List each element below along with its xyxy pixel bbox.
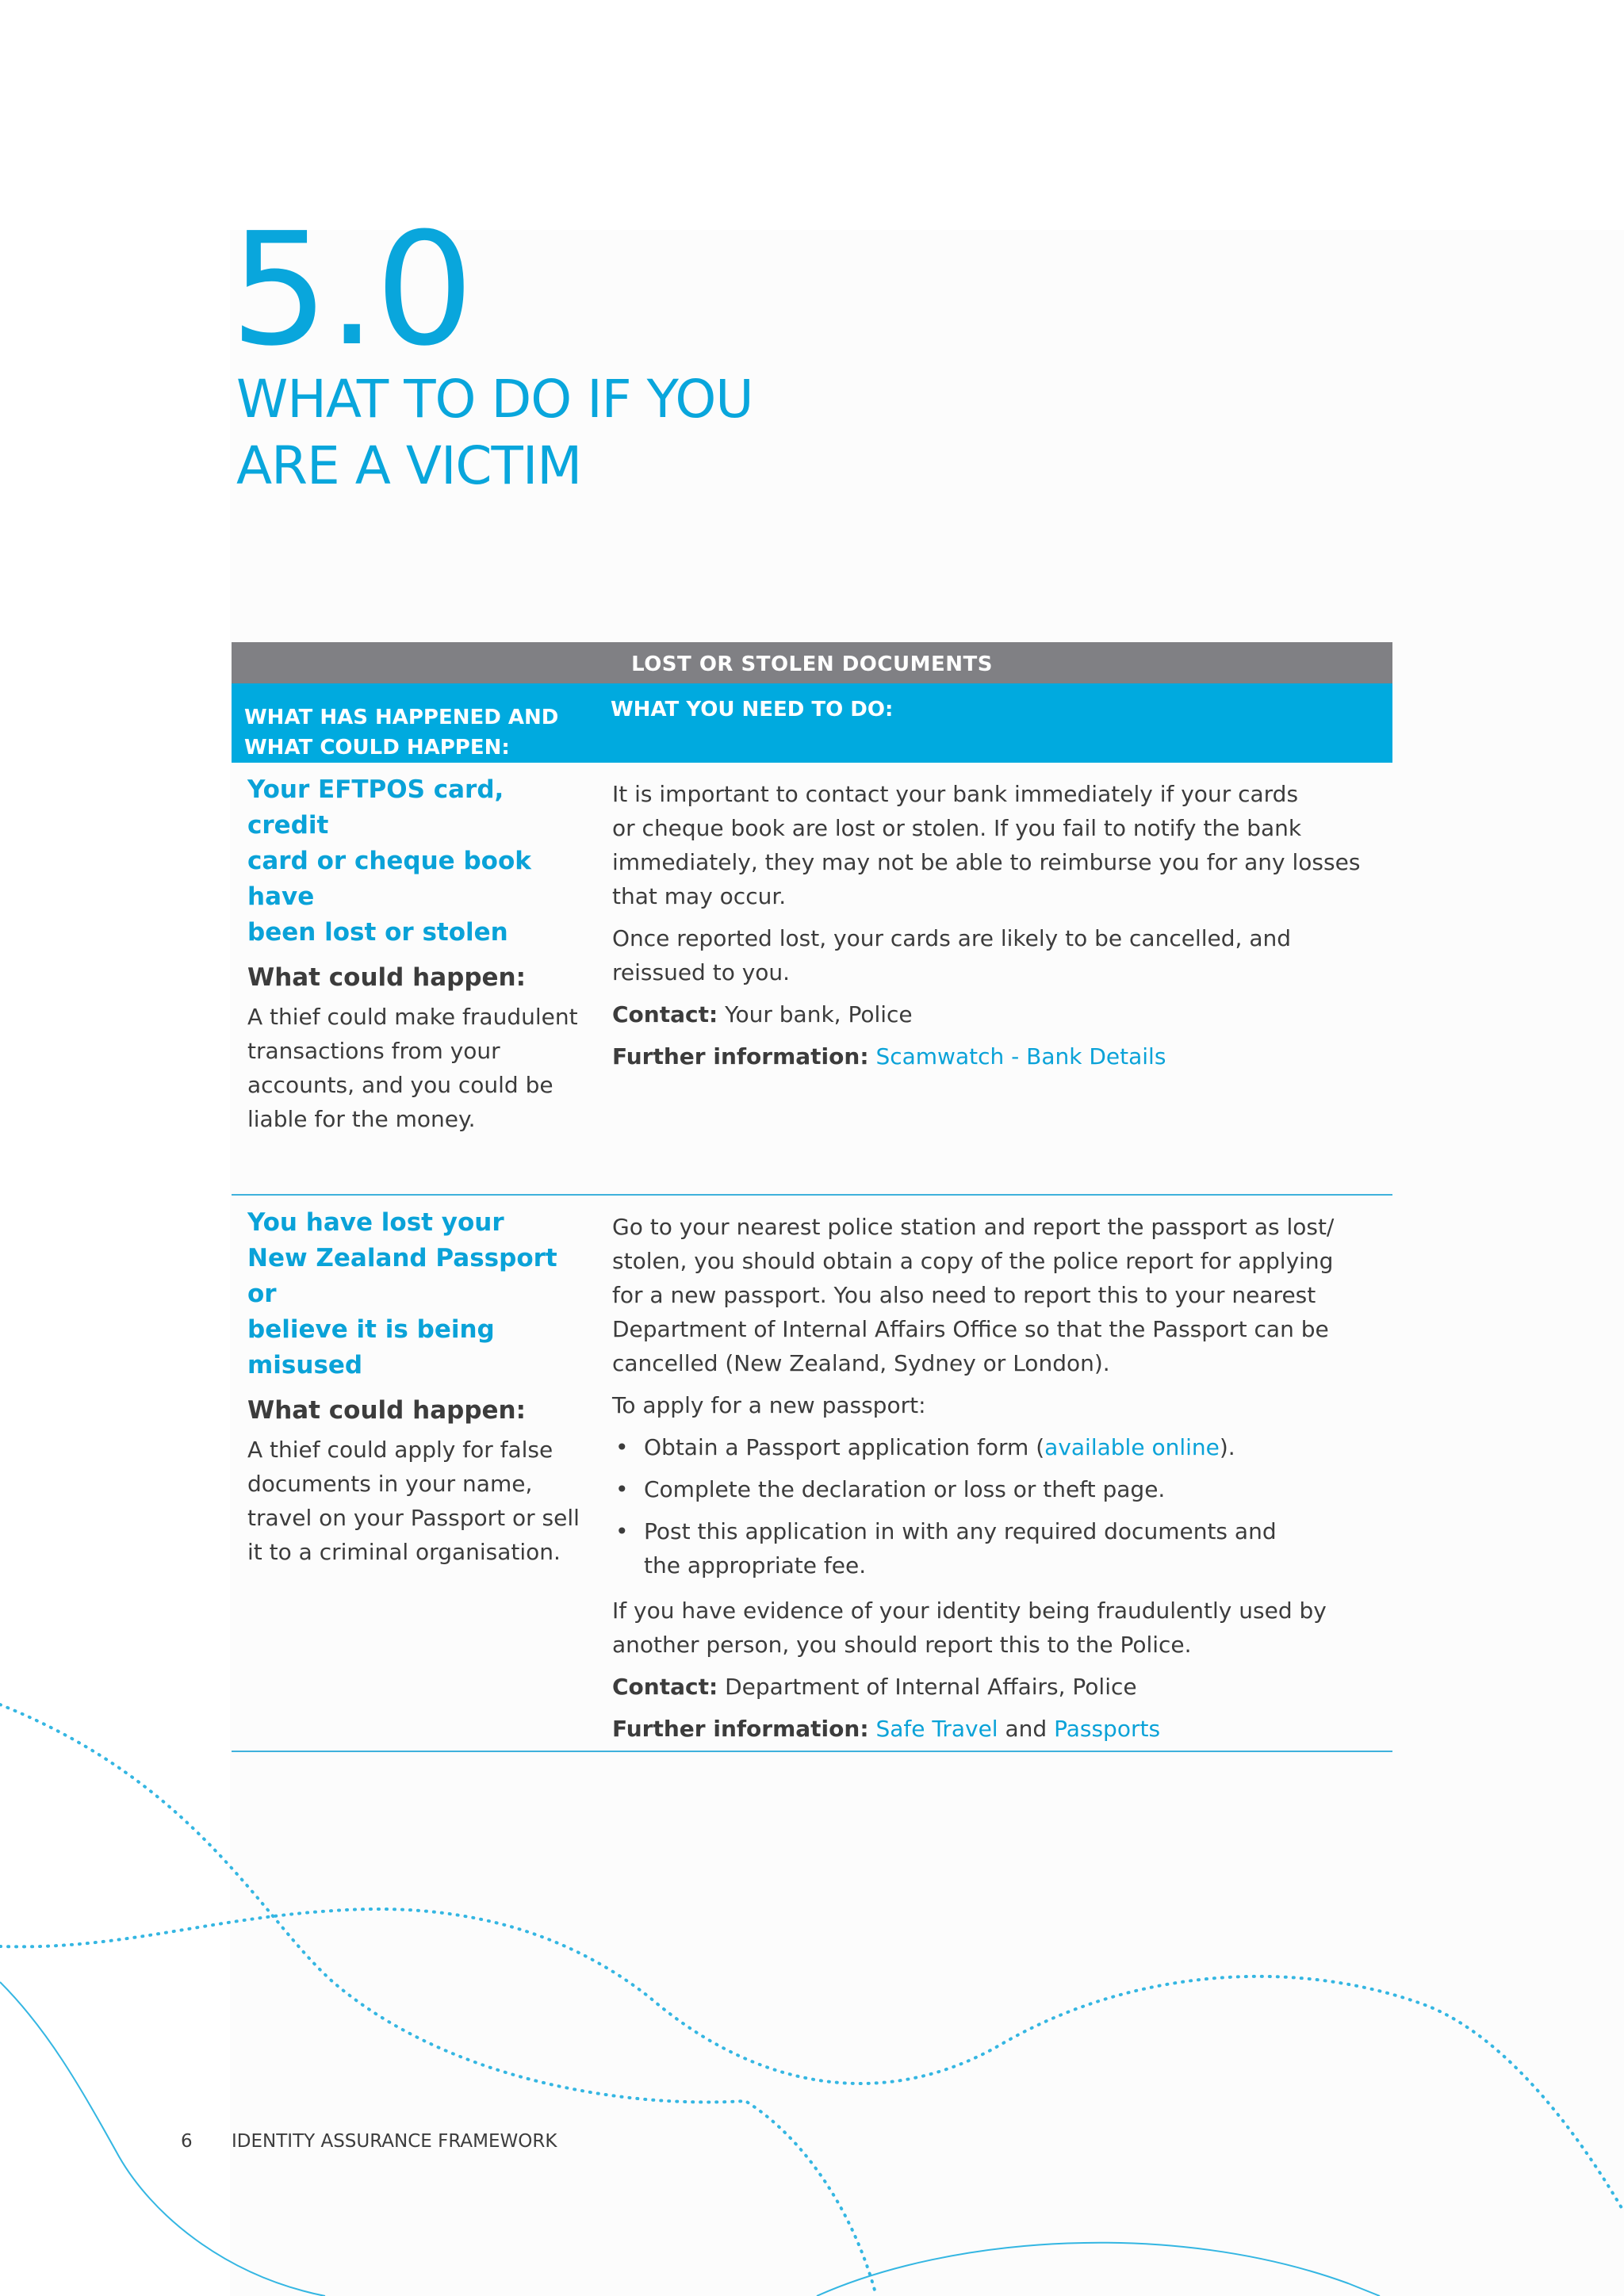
heading-line: card or cheque book have — [247, 847, 531, 911]
action-paragraph — [612, 777, 1373, 913]
what-could-happen-label: What could happen: — [247, 963, 527, 992]
section-title-line: WHAT TO DO IF YOU — [236, 369, 753, 430]
text-line: it to a criminal organisation. — [247, 1539, 561, 1565]
passport-steps-list — [612, 1430, 1373, 1582]
action-cell — [612, 777, 1373, 1081]
further-information-label: Further information: — [612, 1716, 869, 1742]
list-item — [612, 1514, 1373, 1582]
further-information-line — [612, 1039, 1373, 1073]
text-line: Go to your nearest police station and report the passport as lost/ — [612, 1214, 1335, 1240]
text-line: liable for the money. — [247, 1106, 476, 1132]
heading-line: New Zealand Passport or — [247, 1244, 557, 1308]
page-number: 6 — [181, 2131, 193, 2152]
contact-value: Department of Internal Affairs, Police — [725, 1674, 1137, 1700]
text-line: • Post this application in with any required documents and — [644, 1518, 1277, 1544]
text-line: that may occur. — [612, 883, 787, 909]
contact-value: Your bank, Police — [725, 1001, 913, 1027]
text-line: cancelled (New Zealand, Sydney or London). — [612, 1350, 1110, 1376]
action-paragraph: To apply for a new passport: — [612, 1392, 926, 1418]
text-line: documents in your name, — [247, 1471, 533, 1497]
contact-label: Contact: — [612, 1001, 718, 1027]
heading-line: been lost or stolen — [247, 918, 508, 947]
action-cell — [612, 1210, 1373, 1754]
text-line: Once reported lost, your cards are likely to be cancelled, and — [612, 925, 1291, 951]
text-line: transactions from your — [247, 1038, 500, 1064]
what-could-happen-label: What could happen: — [247, 1396, 527, 1425]
scamwatch-bank-details-link[interactable]: Scamwatch - Bank Details — [875, 1043, 1166, 1070]
text-line: for a new passport. You also need to report this to your nearest — [612, 1282, 1316, 1308]
text-line: Department of Internal Affairs Office so that the Passport can be — [612, 1316, 1329, 1342]
text-line: the appropriate fee. — [644, 1552, 867, 1578]
text-line: If you have evidence of your identity being fraudulently used by — [612, 1598, 1327, 1624]
passports-link[interactable]: Passports — [1054, 1716, 1161, 1742]
text-line: travel on your Passport or sell — [247, 1505, 580, 1531]
list-item: • Complete the declaration or loss or theft page. — [612, 1472, 1373, 1506]
further-information-label: Further information: — [612, 1043, 869, 1070]
consequence-text — [247, 1000, 588, 1136]
situation-heading — [247, 772, 588, 951]
section-title-line: ARE A VICTIM — [236, 435, 582, 496]
available-online-link[interactable]: available online — [1044, 1434, 1220, 1460]
text-line: accounts, and you could be — [247, 1072, 553, 1098]
action-paragraph — [612, 921, 1373, 989]
heading-line: You have lost your — [247, 1208, 504, 1237]
text-line: It is important to contact your bank immediately if your cards — [612, 781, 1299, 807]
table-header — [232, 683, 1392, 763]
column-header-what-happened — [244, 702, 577, 763]
further-information-line — [612, 1712, 1373, 1746]
text-span: Obtain a Passport application form ( — [644, 1434, 1045, 1460]
column-header-line: WHAT HAS HAPPENED AND — [244, 706, 559, 729]
table-row-bank-cards — [232, 763, 1392, 1196]
text-line: immediately, they may not be able to reimburse you for any losses — [612, 849, 1361, 875]
contact-label: Contact: — [612, 1674, 718, 1700]
text-span: ). — [1219, 1434, 1235, 1460]
and-text: and — [1005, 1716, 1048, 1742]
action-paragraph — [612, 1210, 1373, 1380]
situation-cell — [247, 1205, 588, 1569]
text-line: A thief could make fraudulent — [247, 1004, 578, 1030]
heading-line: Your EFTPOS card, credit — [247, 775, 504, 840]
column-header-line: WHAT COULD HAPPEN: — [244, 736, 510, 760]
text-line: or cheque book are lost or stolen. If you fail to notify the bank — [612, 815, 1302, 841]
column-header-what-to-do: WHAT YOU NEED TO DO: — [611, 698, 894, 721]
lost-stolen-documents-table — [232, 642, 1392, 1752]
text-line: reissued to you. — [612, 959, 791, 985]
consequence-text — [247, 1433, 588, 1569]
contact-line — [612, 1670, 1373, 1704]
table-title: LOST OR STOLEN DOCUMENTS — [232, 642, 1392, 683]
safe-travel-link[interactable]: Safe Travel — [875, 1716, 998, 1742]
section-title — [236, 366, 950, 499]
situation-cell — [247, 772, 588, 1136]
text-line: another person, you should report this to the Police. — [612, 1632, 1192, 1658]
heading-line: believe it is being misused — [247, 1315, 495, 1380]
text-line: stolen, you should obtain a copy of the police report for applying — [612, 1248, 1334, 1274]
document-title: IDENTITY ASSURANCE FRAMEWORK — [232, 2131, 557, 2152]
page-footer — [181, 2131, 557, 2152]
list-item — [612, 1430, 1373, 1464]
section-number: 5.0 — [230, 200, 473, 381]
action-paragraph — [612, 1594, 1373, 1662]
situation-heading — [247, 1205, 588, 1383]
table-row-passport — [232, 1196, 1392, 1752]
contact-line — [612, 997, 1373, 1031]
text-line: A thief could apply for false — [247, 1437, 553, 1463]
